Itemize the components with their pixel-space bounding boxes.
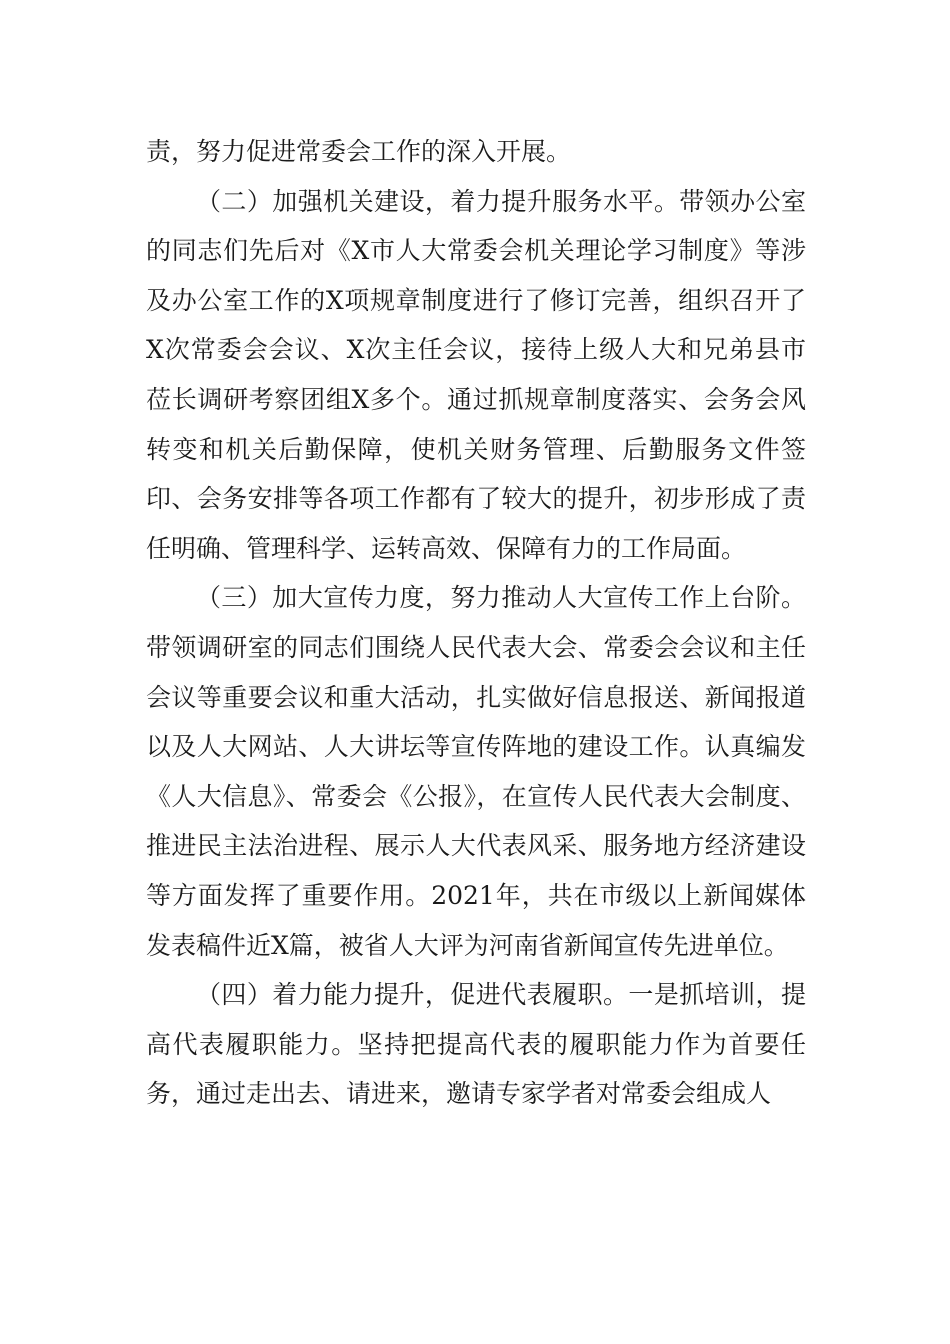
document-body — [146, 127, 806, 1119]
paragraph-section-2: （二）加强机关建设，着力提升服务水平。带领办公室的同志们先后对《X市人大常委会机关理论学习制度》等涉及办公室工作的X项规章制度进行了修订完善，组织召开了X次常委会会议、X次主任会议，接待上级人大和兄弟县市莅长调研考察团组X多个。通过抓规章制度落实、会务会风转变和机关后勤保障，使机关财务管理、后勤服务文件签印、会务安排等各项工作都有了较大的提升，初步形成了责任明确、管理科学、运转高效、保障有力的工作局面。 — [146, 186, 806, 563]
paragraph-continuation: 责，努力促进常委会工作的深入开展。 — [146, 137, 572, 166]
paragraph-section-4: （四）着力能力提升，促进代表履职。一是抓培训，提高代表履职能力。坚持把提高代表的履职能力作为首要任务，通过走出去、请进来，邀请专家学者对常委会组成人 — [146, 980, 806, 1109]
paragraph-section-3: （三）加大宣传力度，努力推动人大宣传工作上台阶。带领调研室的同志们围绕人民代表大会、常委会会议和主任会议等重要会议和重大活动，扎实做好信息报送、新闻报道以及人大网站、人大讲坛等宣传阵地的建设工作。认真编发《人大信息》、常委会《公报》，在宣传人民代表大会制度、推进民主法治进程、展示人大代表风采、服务地方经济建设等方面发挥了重要作用。2021年，共在市级以上新闻媒体发表稿件近X篇，被省人大评为河南省新闻宣传先进单位。 — [146, 583, 806, 960]
